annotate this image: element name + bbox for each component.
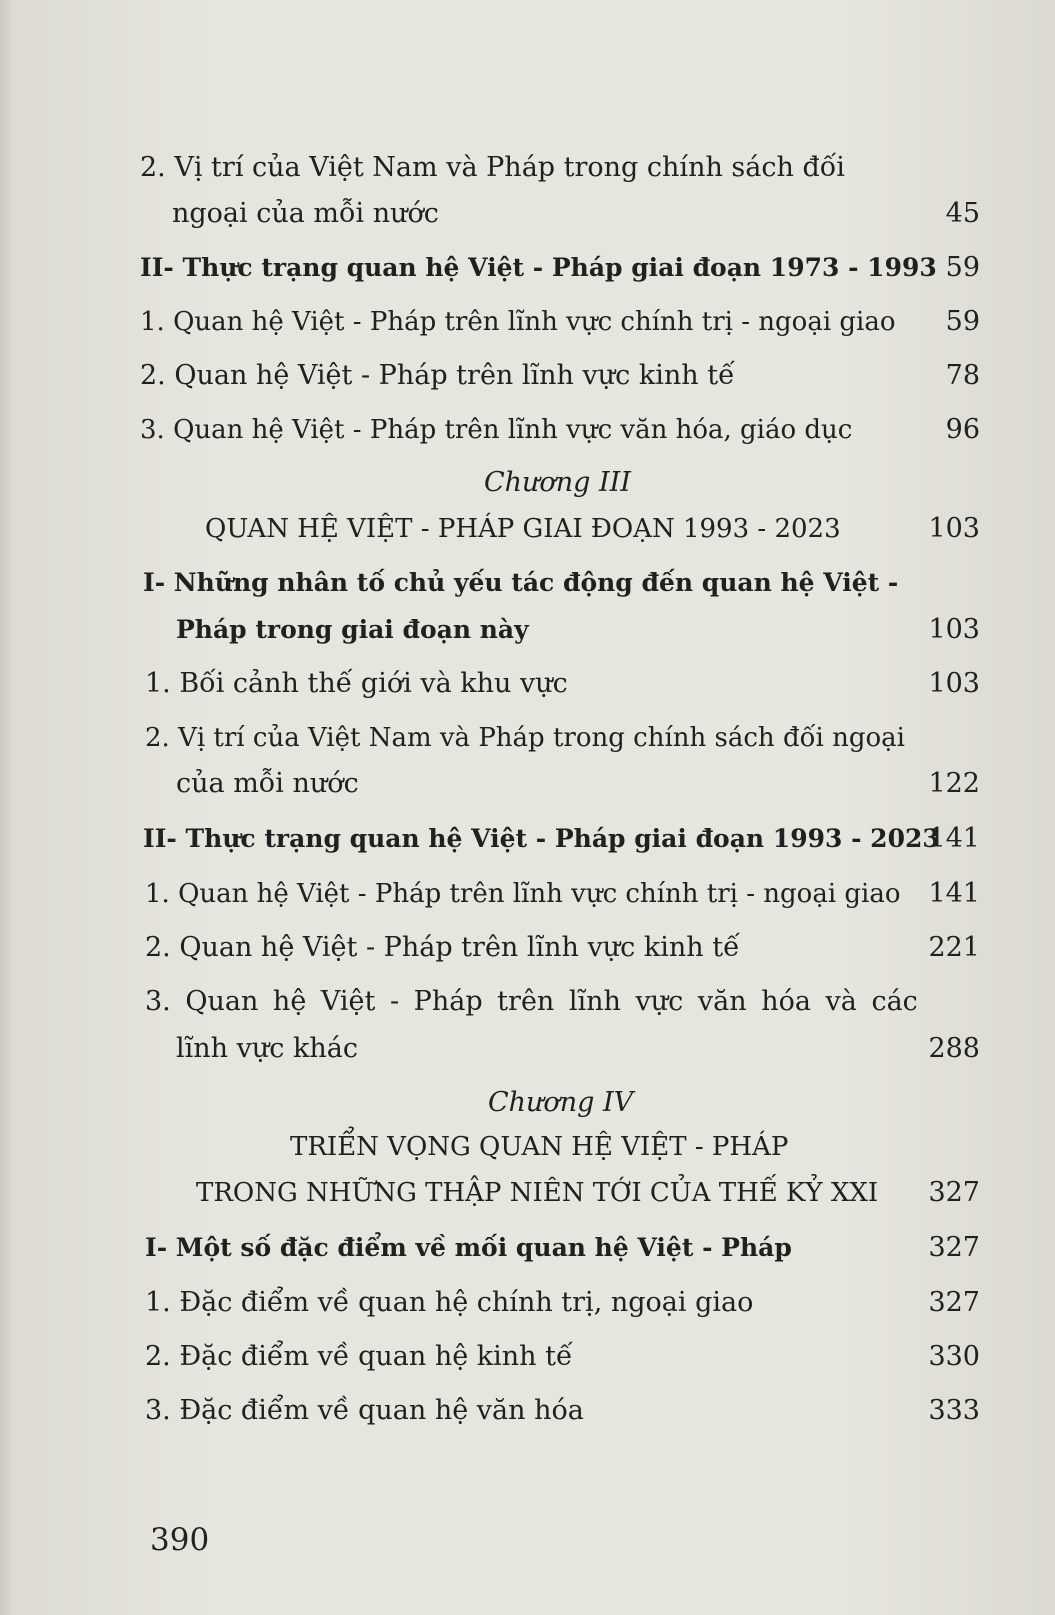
toc-entry-text: 1. Đặc điểm về quan hệ chính trị, ngoại giao [145,1287,754,1318]
page-number: 390 [150,1522,210,1558]
toc-entry-page: 141 [928,878,980,909]
toc-entry-text: 3. Đặc điểm về quan hệ văn hóa [145,1395,584,1426]
toc-entry-page: 327 [928,1287,980,1318]
toc-entry-page: 59 [945,252,980,283]
toc-entry-page: 333 [928,1395,980,1426]
toc-entry-page: 288 [928,1033,980,1064]
toc-entry-page: 221 [928,932,980,963]
toc-entry-text: 2. Quan hệ Việt - Pháp trên lĩnh vực kinh tế [140,360,735,391]
toc-entry-page: 141 [928,823,980,854]
toc-entry-text: I- Một số đặc điểm về mối quan hệ Việt - Pháp [145,1233,792,1262]
toc-entry-page: 103 [928,513,980,544]
toc-entry-page: 59 [945,306,980,337]
toc-entry-page: 103 [928,668,980,699]
chapter-title-text: QUAN HỆ VIỆT - PHÁP GIAI ĐOẠN 1993 - 2023 [205,514,841,544]
toc-entry-text: 1. Quan hệ Việt - Pháp trên lĩnh vực chính trị - ngoại giao [145,879,901,909]
chapter-label-text: Chương IV [488,1087,634,1118]
toc-entry-text: lĩnh vực khác [176,1033,358,1064]
toc-entry-page: 78 [945,360,980,391]
toc-entry-text: 1. Quan hệ Việt - Pháp trên lĩnh vực chính trị - ngoại giao [140,307,896,337]
toc-entry-page: 330 [928,1341,980,1372]
toc-entry-page: 45 [945,198,980,229]
toc-entry-text: I- Những nhân tố chủ yếu tác động đến quan hệ Việt - [143,568,899,597]
toc-entry-text: 3. Quan hệ Việt - Pháp trên lĩnh vực văn hóa, giáo dục [140,415,853,445]
toc-entry-page: 96 [945,414,980,445]
toc-entry-text: Pháp trong giai đoạn này [176,615,529,644]
toc-entry-page: 103 [928,614,980,645]
toc-entry-text: ngoại của mỗi nước [172,198,439,229]
toc-entry-text: 2. Vị trí của Việt Nam và Pháp trong chính sách đối ngoại [145,723,905,753]
toc-entry-text: 2. Quan hệ Việt - Pháp trên lĩnh vực kinh tế [145,932,740,963]
toc-entry-text: 1. Bối cảnh thế giới và khu vực [145,668,568,699]
toc-entry-text: 3. Quan hệ Việt - Pháp trên lĩnh vực văn hóa và các [145,986,918,1017]
toc-entry-text: II- Thực trạng quan hệ Việt - Pháp giai đoạn 1993 - 2023 [143,824,940,853]
toc-entry-page: 327 [928,1232,980,1263]
toc-entry-text: II- Thực trạng quan hệ Việt - Pháp giai đoạn 1973 - 1993 [140,253,937,282]
chapter-label-text: Chương III [484,467,631,498]
toc-entry-text: của mỗi nước [176,768,359,799]
chapter-title-text: TRONG NHỮNG THẬP NIÊN TỚI CỦA THẾ KỶ XXI [196,1178,879,1208]
page-edge-shadow [0,0,14,1615]
toc-entry-text: 2. Vị trí của Việt Nam và Pháp trong chính sách đối [140,152,845,183]
chapter-title-text: TRIỂN VỌNG QUAN HỆ VIỆT - PHÁP [290,1132,789,1162]
toc-entry-page: 122 [928,768,980,799]
toc-entry-text: 2. Đặc điểm về quan hệ kinh tế [145,1341,573,1372]
toc-entry-page: 327 [928,1177,980,1208]
